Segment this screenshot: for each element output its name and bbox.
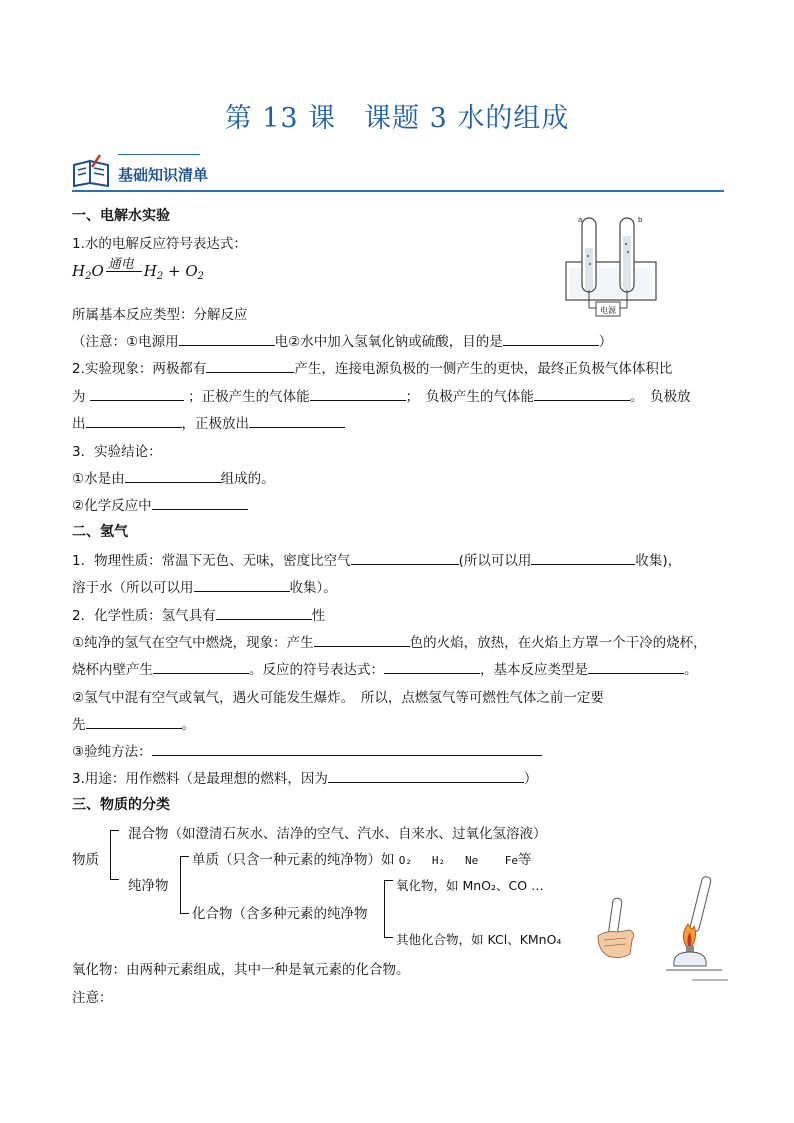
physical-properties-2: 溶于水（所以可以用 收集）。	[72, 580, 337, 596]
explosion-line1: ②氢气中混有空气或氧气，遇火可能发生爆炸。 所以，点燃氢气等可燃性气体之前一定要	[72, 690, 604, 706]
physical-properties-1: 1．物理性质：常温下无色、无味，密度比空气 (所以可以用 收集)，	[72, 553, 682, 569]
combustion-line2: 烧杯内壁产生 。反应的符号表达式： ，基本反应类型是 。	[72, 662, 698, 678]
bracket-compound	[384, 880, 393, 938]
chemical-properties: 2．化学性质：氢气具有 性	[72, 608, 326, 624]
electrolysis-apparatus-figure	[560, 208, 664, 326]
mixture-item: 混合物（如澄清石灰水、洁净的空气、汽水、自来水、过氧化氢溶液）	[128, 826, 547, 842]
q2-line1: 2.实验现象：两极都有 产生，连接电源负极的一侧产生的更快，最终正负极气体体积比	[72, 361, 673, 377]
note-line: （注意：①电源用 电②水中加入氢氧化钠或硫酸，目的是 ）	[72, 334, 613, 350]
q3: 3．实验结论：	[72, 444, 162, 460]
book-icon	[72, 153, 112, 193]
element-item: 单质（只含一种元素的纯净物）如 O₂ H₂ Ne Fe等	[192, 852, 532, 868]
conclusion-2: ②化学反应中	[72, 494, 248, 514]
section-1-heading: 一、电解水实验	[72, 208, 170, 224]
q1: 1.水的电解反应符号表达式：	[72, 236, 247, 252]
oxide-definition: 氧化物：由两种元素组成，其中一种是氧元素的化合物。	[72, 962, 410, 978]
tube-a-label: a	[578, 216, 583, 224]
power-label: 电源	[600, 306, 616, 315]
other-compound-item: 其他化合物，如 KCl、KMnO₄	[396, 932, 562, 947]
uses-line: 3.用途：用作燃料（是最理想的燃料，因为 ）	[72, 771, 538, 787]
combustion-line1: ①纯净的氢气在空气中燃烧，现象：产生 色的火焰，放热，在火焰上方罩一个干冷的烧杯，	[72, 635, 707, 651]
oxide-item: 氧化物，如 MnO₂、CO …	[396, 878, 544, 893]
compound-item: 化合物（含多种元素的纯净物	[192, 906, 368, 922]
pure-substance-label: 纯净物	[128, 878, 169, 894]
conclusion-1: ①水是由 组成的。	[72, 471, 275, 487]
section-3-heading: 三、物质的分类	[72, 797, 170, 813]
purity-check: ③验纯方法：	[72, 740, 542, 760]
note-label: 注意：	[72, 990, 113, 1006]
section-header: 基础知识清单	[118, 166, 209, 184]
page-title: 第 13 课 课题 3 水的组成	[224, 103, 570, 134]
header-rule-short	[118, 154, 200, 155]
q2-line3: 出 ，正极放出	[72, 412, 345, 432]
header-rule	[72, 190, 724, 192]
alcohol-lamp-figure	[662, 872, 732, 984]
q2-line2: 为 ；正极产生的气体能 ； 负极产生的气体能 。 负极放	[72, 389, 691, 405]
substance-label: 物质	[72, 852, 99, 868]
electrolysis-formula: $H_2O$ 通电 $H_2 + O_2$	[72, 257, 205, 282]
bracket-substance	[110, 830, 119, 880]
hand-test-tube-figure	[590, 896, 646, 962]
section-2-heading: 二、氢气	[72, 524, 128, 540]
tube-b-label: b	[638, 216, 643, 224]
bracket-pure	[180, 856, 189, 914]
reaction-type: 所属基本反应类型：分解反应	[72, 307, 248, 323]
explosion-line2: 先 。	[72, 717, 195, 733]
